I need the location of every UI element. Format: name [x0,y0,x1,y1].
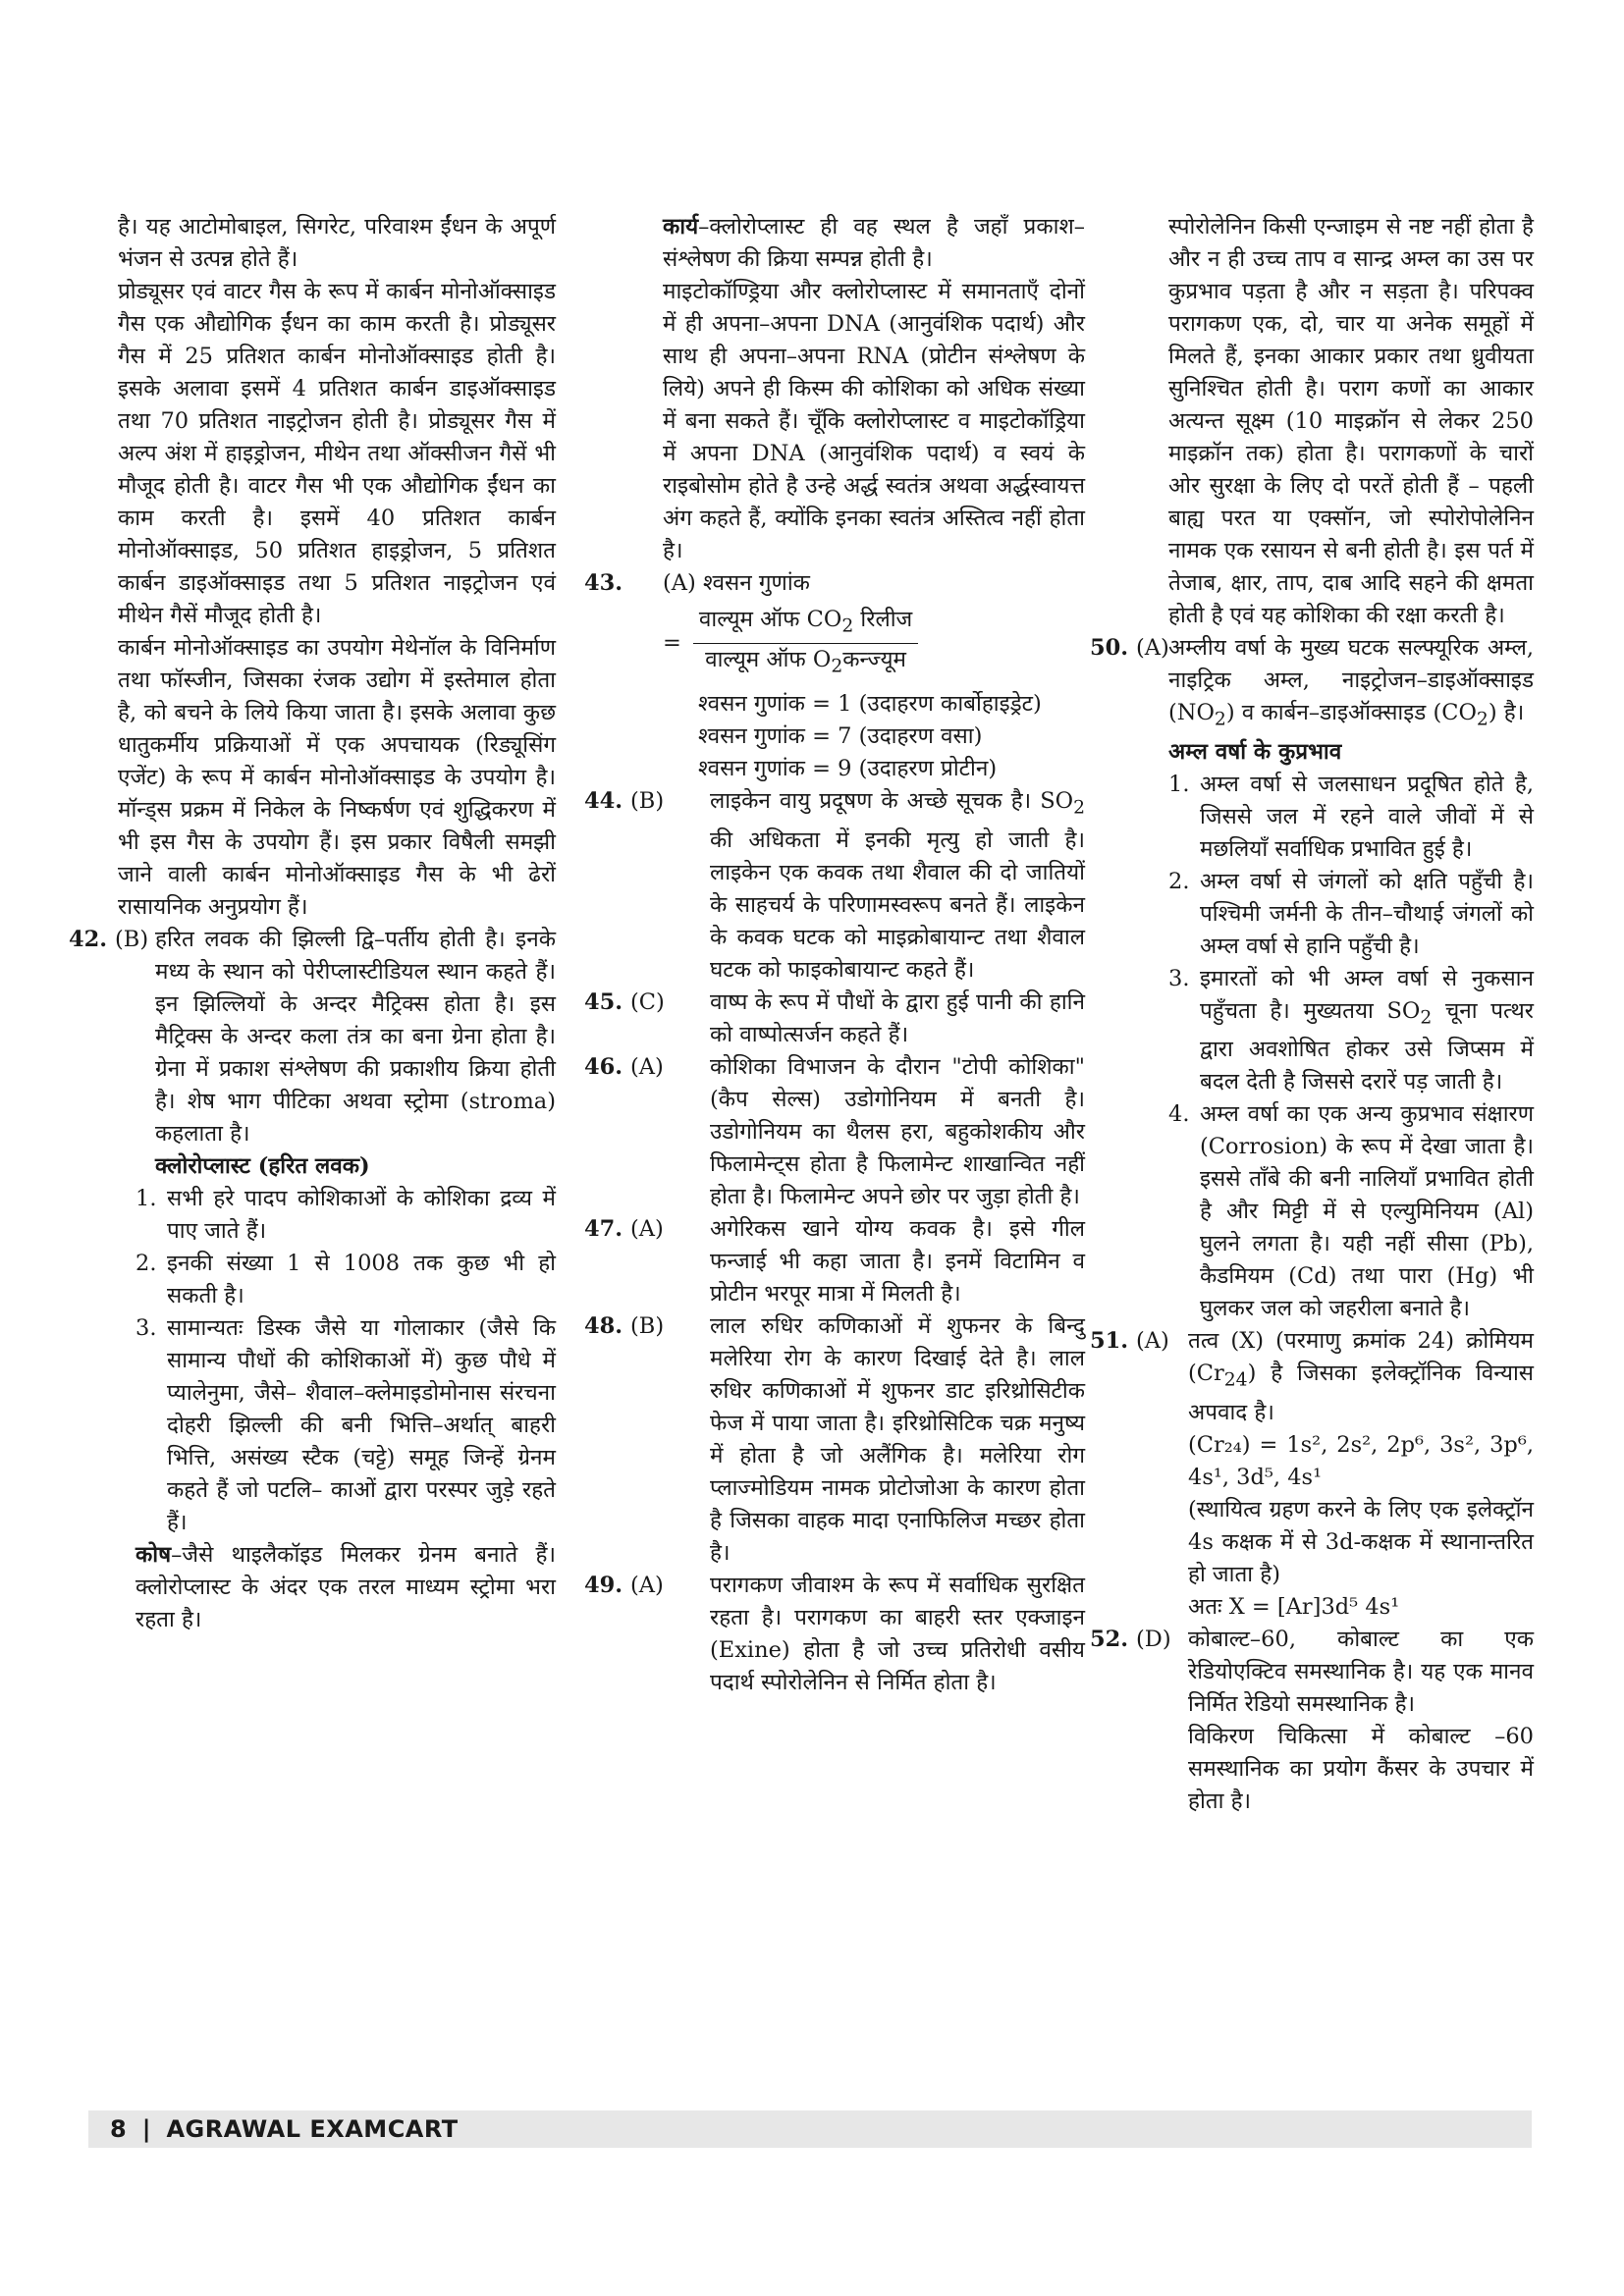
answer-text: कोशिका विभाजन के दौरान "टोपी कोशिका" (कैप सेल्स) उडोगोनियम में बनती है। उडोगोनियम का थैलस हरा, बहुकोशकीय और फिलामेन्ट्स होता है फिलामेन्ट शाखान्वित नहीं होता है। फिलामेन्ट अपने छोर पर जुड़ा होती है। [710,1053,1085,1209]
list-item: 2. इनकी संख्या 1 से 1008 तक कुछ भी हो सकती है। [135,1251,556,1308]
section-heading: अम्ल वर्षा के कुप्रभाव [1168,738,1342,765]
answer-option: (B) [630,788,665,814]
answer-text: विकिरण चिकित्सा में कोबाल्ट –60 समस्थानिक का प्रयोग कैंसर के उपचार में होता है। [1188,1723,1534,1814]
footer-separator: | [141,2115,151,2143]
question-42 [69,924,556,1183]
page-footer [88,2110,1532,2148]
list-item: 3. सामान्यतः डिस्क जैसे या गोलाकार (जैसे कि सामान्य पौधों की कोशिकाओं में) कुछ पौधे में प्यालेनुमा, जैसे– शैवाल–क्लेमाइडोमोनास संरचना दोहरी झिल्ली की बनी भित्ति–अर्थात् बाहरी भित्ति, असंख्य स्टैक (चट्टे) समूह जिन्हें ग्रेनम कहते हैं जो पटलि– काओं द्वारा परस्पर जुड़े रहते हैं। [135,1315,556,1535]
formula-denominator: वाल्यूम ऑफ $O_2कन्ज्यूम$ [705,646,906,676]
question-number: 49. [584,1572,623,1598]
result: अतः X = [Ar]3d⁵ 4s¹ [1188,1593,1400,1620]
answer-text: तत्व (X) (परमाणु क्रमांक 24) क्रोमियम $(Cr_{24})$ है जिसका इलेक्ट्रॉनिक विन्यास अपवाद है। [1188,1328,1534,1425]
question-number: 51. [1090,1328,1129,1354]
question-number: 50. [1090,635,1129,661]
term-label: कोष [135,1542,172,1568]
question-number: 46. [584,1053,623,1080]
list-item: 1. अम्ल वर्षा से जलसाधन प्रदूषित होते है, जिससे जल में रहने वाले जीवों में से मछलियाँ सर्वाधिक प्रभावित हुई है। [1168,771,1534,862]
paragraph: माइटोकॉण्ड्रिया और क्लोरोप्लास्ट में समानताएँ दोनों में ही अपना–अपना DNA (आनुवंशिक पदार्थ) और साथ ही अपना–अपना RNA (प्रोटीन संश्लेषण के लिये) अपने ही किस्म की कोशिका को अधिक संख्या में बना सकते हैं। चूँकि क्लोरोप्लास्ट व माइटोकॉड्रिया में अपना DNA (आनुवंशिक पदार्थ) व स्वयं के राइबोसोम होते है उन्हे अर्द्ध स्वतंत्र अथवा अर्द्धस्वायत्त अंग कहते हैं, क्योंकि इनका स्वतंत्र अस्तित्व नहीं होता है। [663,279,1085,563]
answer-option: (A) [630,1572,664,1598]
term-label: कार्य [663,214,699,240]
answer-text: हरित लवक की झिल्ली द्वि–पर्तीय होती है। इनके मध्य के स्थान को पेरीप्लास्टीडियल स्थान कहते हैं। इन झिल्लियों के अन्दर मैट्रिक्स होता है। इस मैट्रिक्स के अन्दर कला तंत्र का बना ग्रेना होता है। ग्रेना में प्रकाश संश्लेषण की प्रकाशीय क्रिया होती है। शेष भाग पीटिका अथवा स्ट्रोमा (stroma) कहलाता है। [155,927,556,1147]
formula-line: श्वसन गुणांक = 7 (उदाहरण वसा) [698,723,983,749]
question-52 [1090,1624,1534,1818]
question-number: 47. [584,1215,623,1242]
list-item: 1. सभी हरे पादप कोशिकाओं के कोशिका द्रव्य में पाए जाते हैं। [135,1186,556,1244]
answer-text: लाल रुधिर कणिकाओं में शुफनर के बिन्दु मलेरिया रोग के कारण दिखाई देते है। लाल रुधिर कणिकाओं में शुफनर डाट इरिथ्रोसिटीक फेज में पाया जाता है। इरिथ्रोसिटिक चक्र मनुष्य में होता है जो अलैंगिक है। मलेरिया रोग प्लाज्मोडियम नामक प्रोटोजोआ के कारण होता है जिसका वाहक मादा एनाफिलिज मच्छर होता है। [710,1312,1085,1566]
paragraph: कार्बन मोनोऑक्साइड का उपयोग मेथेनॉल के विनिर्माण तथा फॉस्जीन, जिसका रंजक उद्योग में इस्तेमाल होता है, को बचने के लिये किया जाता है। इसके अलावा कुछ धातुकर्मीय प्रक्रियाओं में एक अपचायक (रिड्यूसिंग एजेंट) के रूप में कार्बन मोनोऑक्साइड के उपयोग है। मॉन्ड्स प्रक्रम में निकेल के निष्कर्षण एवं शुद्धिकरण में भी इस गैस के उपयोग हैं। इस प्रकार विषैली समझी जाने वाली कार्बन मोनोऑक्साइड गैस के भी ढेरों रासायनिक अनुप्रयोग हैं। [118,635,556,920]
list-item: 4. अम्ल वर्षा का एक अन्य कुप्रभाव संक्षारण (Corrosion) के रूप में देखा जाता है। इससे ताँबे की बनी नालियाँ प्रभावित होती है और मिट्टी में से एल्युमिनियम (Al) घुलने लगता है। यही नहीं सीसा (Pb), कैडमियम (Cd) तथा पारा (Hg) भी घुलकर जल को जहरीला बनाते है। [1168,1101,1534,1321]
question-50 [1090,632,1534,1325]
answer-option: (A) [630,1053,664,1080]
list-item: 3. इमारतों को भी अम्ल वर्षा से नुकसान पहुँचता है। मुख्यतया $SO_2$ चूना पत्थर द्वारा अवशोषित होकर उसे जिप्सम में बदल देती है जिससे दरारें पड़ जाती है। [1168,965,1534,1095]
question-51 [1090,1325,1534,1624]
answer-text: श्वसन गुणांक [702,570,810,596]
question-49 [584,1570,1085,1699]
electronic-configuration: (Cr₂₄) = 1s², 2s², 2p⁶, 3s², 3p⁶, 4s¹, 3d⁵, 4s¹ [1188,1431,1534,1490]
answer-option: (D) [1136,1626,1171,1652]
question-number: 44. [584,788,623,814]
list-item: 2. अम्ल वर्षा से जंगलों को क्षति पहुँची है। पश्चिमी जर्मनी के तीन–चौथाई जंगलों को अम्ल वर्षा से हानि पहुँची है। [1168,868,1534,959]
formula-numerator: वाल्यूम ऑफ $CO_2$ रिलीज [693,604,918,644]
answer-text: वाष्प के रूप में पौधों के द्वारा हुई पानी की हानि को वाष्पोत्सर्जन कहते हैं। [710,988,1085,1047]
answer-text: अम्लीय वर्षा के मुख्य घटक सल्फ्यूरिक अम्ल, नाइट्रिक अम्ल, नाइट्रोजन–डाइऑक्साइड $(NO_2)$ व कार्बन–डाइऑक्साइड $(CO_2)$ है। [1168,635,1534,730]
page-number: 8 [110,2115,127,2143]
section-heading: क्लोरोप्लास्ट (हरित लवक) [155,1153,370,1179]
question-44 [584,785,1085,987]
column-right [1090,211,1534,1818]
answer-option: (A) [1136,1328,1169,1354]
question-number: 43. [584,570,623,596]
formula-line: श्वसन गुणांक = 9 (उदाहरण प्रोटीन) [698,756,998,781]
paragraph: स्पोरोलेनिन किसी एन्जाइम से नष्ट नहीं होता है और न ही उच्च ताप व सान्द्र अम्ल का उस पर कुप्रभाव पड़ता है और न सड़ता है। परिपक्व परागकण एक, दो, चार या अनेक समूहों में मिलते हैं, इनका आकार प्रकार तथा ध्रुवीयता सुनिश्चित होती है। पराग कणों का आकार अत्यन्त सूक्ष्म (10 माइक्रॉन से लेकर 250 माइक्रॉन तक) होता है। परागकणों के चारों ओर सुरक्षा के लिए दो परतें होती हैं – पहली बाह्य परत या एक्सॉन, जो स्पोरोपोलेनिन नामक एक रसायन से बनी होती है। इस पर्त में तेजाब, क्षार, ताप, दाब आदि सहने की क्षमता होती है एवं यह कोशिका की रक्षा करती है। [1168,214,1534,628]
answer-text: अगेरिकस खाने योग्य कवक है। इसे गील फन्जाई भी कहा जाता है। इनमें विटामिन व प्रोटीन भरपूर मात्रा में मिलती है। [710,1215,1085,1307]
answer-option: (A) [1136,635,1169,661]
question-number: 45. [584,988,623,1015]
question-number: 48. [584,1312,623,1339]
column-middle [584,211,1085,1699]
question-46 [584,1051,1085,1213]
paragraph: कार्य–क्लोरोप्लास्ट ही वह स्थल है जहाँ प्रकाश–संश्लेषण की क्रिया सम्पन्न होती है। [663,214,1085,272]
formula: = $\frac{वाल्यूम ऑफ CO_2 रिलीज}{वाल्यूम ऑफ O_2कन्ज्यूम}$ [663,604,1085,682]
answer-option: (B) [115,927,149,952]
question-45 [584,987,1085,1051]
paragraph: है। यह आटोमोबाइल, सिगरेट, परिवाश्म ईंधन के अपूर्ण भंजन से उत्पन्न होते हैं। [118,214,556,272]
column-left [69,211,556,1636]
paragraph: प्रोड्यूसर एवं वाटर गैस के रूप में कार्बन मोनोऑक्साइड गैस एक औद्योगिक ईंधन का काम करती है। प्रोड्यूसर गैस में 25 प्रतिशत कार्बन मोनोऑक्साइड होती है। इसके अलावा इसमें 4 प्रतिशत कार्बन डाइऑक्साइड तथा 70 प्रतिशत नाइट्रोजन होती है। प्रोड्यूसर गैस में अल्प अंश में हाइड्रोजन, मीथेन तथा ऑक्सीजन गैसें भी मौजूद होती है। वाटर गैस भी एक औद्योगिक ईंधन का काम करती है। इसमें 40 प्रतिशत कार्बन मोनोऑक्साइड, 50 प्रतिशत हाइड्रोजन, 5 प्रतिशत कार्बन डाइऑक्साइड तथा 5 प्रतिशत नाइट्रोजन एवं मीथेन गैसें मौजूद होती है। [118,279,556,628]
question-43 [584,567,1085,785]
question-number: 42. [69,927,108,952]
formula-line: श्वसन गुणांक = 1 (उदाहरण कार्बोहाइड्रेट) [698,691,1042,717]
answer-text: परागकण जीवाश्म के रूप में सर्वाधिक सुरक्षित रहता है। परागकण का बाहरी स्तर एक्जाइन (Exine) होता है जो उच्च प्रतिरोधी वसीय पदार्थ स्पोरोलेनिन से निर्मित होता है। [710,1572,1085,1695]
publisher-logo: AGRAWAL EXAMCART [166,2115,459,2143]
answer-text: लाइकेन वायु प्रदूषण के अच्छे सूचक है। $SO_2$ की अधिकता में इनकी मृत्यु हो जाती है। लाइकेन एक कवक तथा शैवाल की दो जातियों के साहचर्य के परिणामस्वरूप बनते हैं। लाइकेन के कवक घटक को माइक्रोबायान्ट तथा शैवाल घटक को फाइकोबायान्ट कहते हैं। [710,788,1085,983]
question-48 [584,1310,1085,1570]
answer-text: कोबाल्ट–60, कोबाल्ट का एक रेडियोएक्टिव समस्थानिक है। यह एक मानव निर्मित रेडियो समस्थानिक है। [1188,1626,1534,1717]
answer-option: (B) [630,1312,665,1339]
answer-option: (C) [630,988,665,1015]
answer-option: (A) [663,570,696,596]
note: (स्थायित्व ग्रहण करने के लिए एक इलेक्ट्रॉन 4s कक्षक में से 3d-कक्षक में स्थानान्तरित हो जाता है) [1188,1496,1534,1587]
question-47 [584,1213,1085,1310]
paragraph: कोष–जैसे थाइलैकॉइड मिलकर ग्रेनम बनाते हैं। क्लोरोप्लास्ट के अंदर एक तरल माध्यम स्ट्रोमा भरा रहता है। [135,1542,556,1632]
question-number: 52. [1090,1626,1129,1652]
answer-option: (A) [630,1215,664,1242]
